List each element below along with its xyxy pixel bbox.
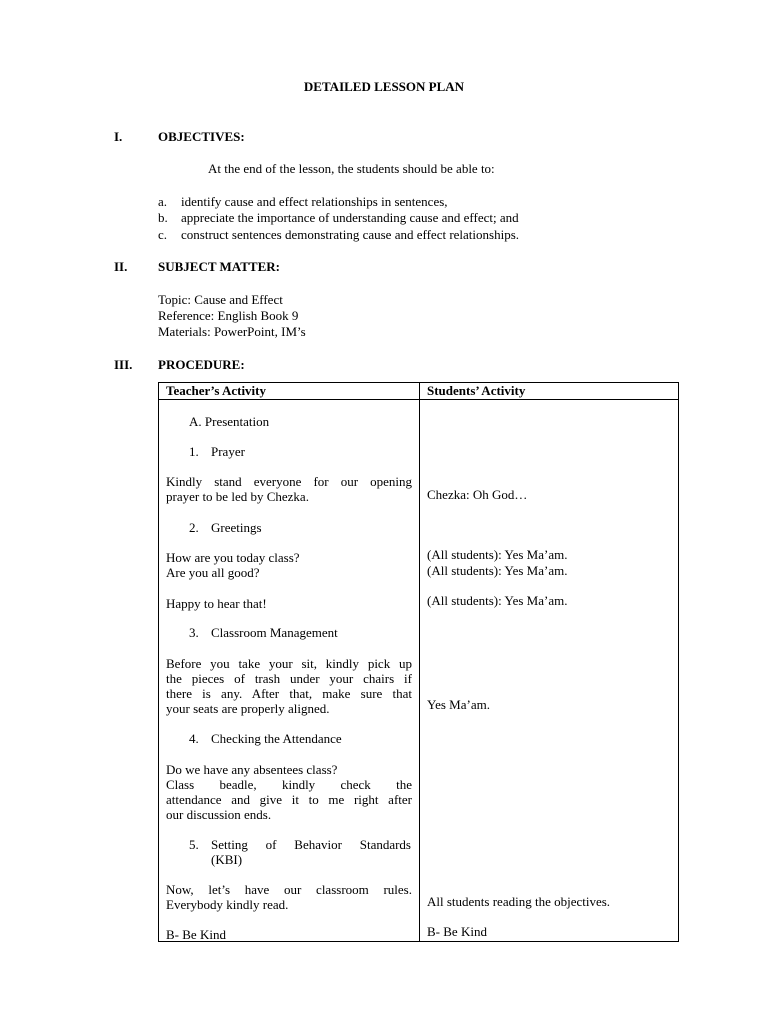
step-label: Classroom Management: [211, 625, 338, 640]
teacher-greeting-line: How are you today class?: [166, 550, 300, 565]
teacher-attendance-text: [166, 762, 412, 822]
student-prayer-response: Chezka: Oh God…: [427, 487, 528, 502]
step-label: Greetings: [211, 520, 262, 535]
teacher-attendance-line: Do we have any absentees class?: [166, 762, 338, 777]
teacher-activity-header: Teacher’s Activity: [166, 383, 267, 398]
subject-matter-heading: SUBJECT MATTER:: [158, 259, 280, 274]
step-classroom-management: [189, 625, 338, 640]
step-behavior-line: [189, 837, 411, 852]
step-label: Prayer: [211, 444, 245, 459]
teacher-attendance-line: our discussion ends.: [166, 807, 272, 822]
step-number: 1.: [189, 444, 199, 459]
objective-item-b: appreciate the importance of understanding cause and effect; and: [181, 210, 519, 225]
step-greetings: [189, 520, 262, 535]
presentation-heading: A. Presentation: [189, 414, 270, 429]
teacher-attendance-line: Class beadle, kindly check the: [166, 777, 412, 792]
objective-letter-a: a.: [158, 194, 168, 209]
step-behavior-standards: [189, 837, 411, 867]
subject-matter-section-number: II.: [114, 259, 128, 274]
teacher-greeting-text: [166, 550, 412, 580]
teacher-management-line: there is any. After that, make sure that: [166, 686, 412, 701]
teacher-greeting-line: Are you all good?: [166, 565, 260, 580]
objectives-section-number: I.: [114, 129, 123, 144]
table-column-divider: [419, 383, 420, 941]
procedure-heading: PROCEDURE:: [158, 357, 245, 372]
teacher-be-kind: B- Be Kind: [166, 927, 226, 942]
step-label: Setting of Behavior Standards: [211, 837, 411, 852]
student-greeting-response-1: (All students): Yes Ma’am.: [427, 547, 568, 562]
students-activity-header: Students’ Activity: [427, 383, 526, 398]
objectives-intro: At the end of the lesson, the students should be able to:: [208, 161, 495, 176]
step-number: 3.: [189, 625, 199, 640]
teacher-prayer-line: prayer to be led by Chezka.: [166, 489, 309, 504]
step-label: Checking the Attendance: [211, 731, 342, 746]
teacher-rules-line: Now, let’s have our classroom rules.: [166, 882, 412, 897]
teacher-happy-text: Happy to hear that!: [166, 596, 267, 611]
objective-item-a: identify cause and effect relationships in sentences,: [181, 194, 448, 209]
document-title: DETAILED LESSON PLAN: [303, 79, 465, 94]
subject-reference: Reference: English Book 9: [158, 308, 299, 323]
teacher-attendance-line: attendance and give it to me right after: [166, 792, 412, 807]
step-checking-attendance: [189, 731, 342, 746]
objectives-heading: OBJECTIVES:: [158, 129, 245, 144]
step-prayer: [189, 444, 245, 459]
teacher-prayer-text: [166, 474, 412, 504]
student-rules-response: All students reading the objectives.: [427, 894, 611, 909]
procedure-section-number: III.: [114, 357, 133, 372]
objective-letter-b: b.: [158, 210, 168, 225]
teacher-management-line: your seats are properly aligned.: [166, 701, 330, 716]
step-number: 5.: [189, 837, 199, 852]
student-management-response: Yes Ma’am.: [427, 697, 490, 712]
step-number: 4.: [189, 731, 199, 746]
teacher-management-line: the pieces of trash under your chairs if: [166, 671, 412, 686]
procedure-table: [158, 382, 679, 942]
student-greeting-response-2: (All students): Yes Ma’am.: [427, 563, 568, 578]
teacher-management-line: Before you take your sit, kindly pick up: [166, 656, 412, 671]
step-label-continued: (KBI): [211, 852, 243, 867]
step-number: 2.: [189, 520, 199, 535]
teacher-management-text: [166, 656, 412, 716]
student-be-kind: B- Be Kind: [427, 924, 487, 939]
objective-item-c: construct sentences demonstrating cause and effect relationships.: [181, 227, 520, 242]
teacher-prayer-line: Kindly stand everyone for our opening: [166, 474, 412, 489]
subject-materials: Materials: PowerPoint, IM’s: [158, 324, 306, 339]
teacher-rules-line: Everybody kindly read.: [166, 897, 289, 912]
subject-topic: Topic: Cause and Effect: [158, 292, 283, 307]
student-happy-response: (All students): Yes Ma’am.: [427, 593, 568, 608]
teacher-rules-text: [166, 882, 412, 912]
objective-letter-c: c.: [158, 227, 168, 242]
